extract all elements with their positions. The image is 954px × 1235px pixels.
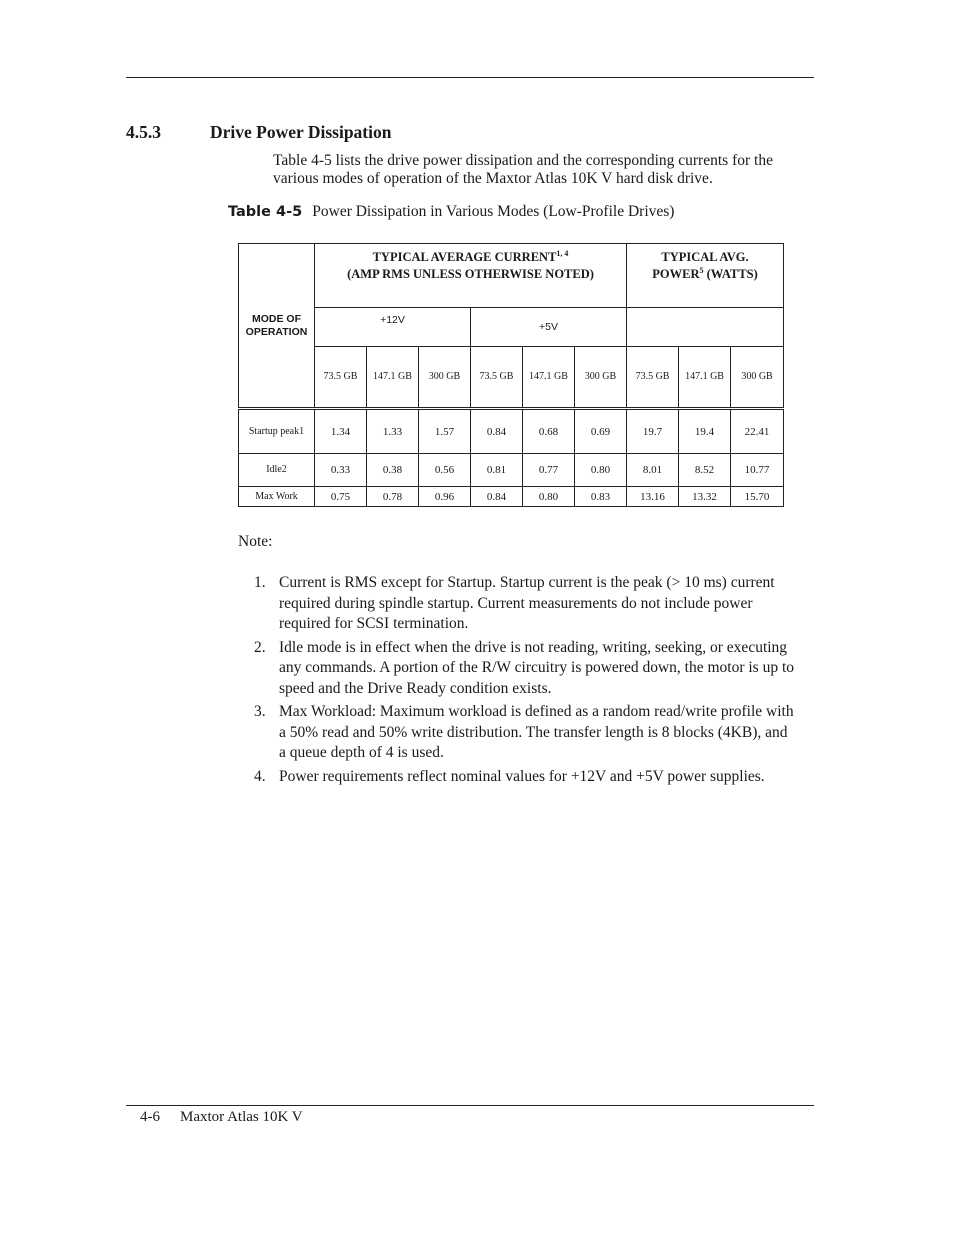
note-number: 1. — [254, 574, 266, 591]
note-number: 4. — [254, 767, 266, 785]
mode-of-operation-header: MODE OF OPERATION — [239, 244, 315, 409]
note-text: Idle mode is in effect when the drive is not reading, writing, seeking, or executing any commands. A portion of the R/W circuitry is powered down, the motor is up to speed and the Drive Ready condition exists. — [279, 638, 795, 697]
voltage-12v-header: +12V — [315, 308, 471, 347]
table-cell: 1.34 — [315, 409, 367, 454]
table-cell: 8.01 — [627, 454, 679, 487]
table-cell: 1.33 — [367, 409, 419, 454]
capacity-header: 147.1 GB — [679, 347, 731, 409]
power-header-footnote: 5 — [699, 265, 704, 275]
section-title: Drive Power Dissipation — [210, 122, 392, 142]
current-header-footnote: 1, 4 — [556, 248, 569, 258]
table-cell: 0.69 — [575, 409, 627, 454]
table-caption — [228, 203, 674, 221]
note-number: 2. — [254, 638, 266, 656]
typical-power-header — [627, 244, 784, 308]
table-caption-text: Power Dissipation in Various Modes (Low-Profile Drives) — [312, 203, 675, 220]
table-cell: 0.68 — [523, 409, 575, 454]
table-cell: 0.80 — [575, 454, 627, 487]
section-heading — [126, 122, 391, 143]
power-header-post: (WATTS) — [703, 267, 758, 281]
page-number: 4-6 — [140, 1109, 160, 1125]
row-label: Max Work — [239, 487, 315, 507]
table-cell: 15.70 — [731, 487, 784, 507]
row-label: Startup peak1 — [239, 409, 315, 454]
table-cell: 19.7 — [627, 409, 679, 454]
table-cell: 0.78 — [367, 487, 419, 507]
table-cell: 13.16 — [627, 487, 679, 507]
capacity-header: 73.5 GB — [315, 347, 367, 409]
table-cell: 0.84 — [471, 409, 523, 454]
table-cell: 0.38 — [367, 454, 419, 487]
table-cell: 0.75 — [315, 487, 367, 507]
page-footer — [140, 1109, 303, 1126]
table-cell: 19.4 — [679, 409, 731, 454]
table-cell: 10.77 — [731, 454, 784, 487]
current-header-line2: (AMP RMS UNLESS OTHERWISE NOTED) — [347, 267, 594, 281]
note-item — [250, 638, 795, 700]
table-cell: 0.77 — [523, 454, 575, 487]
table-cell: 0.33 — [315, 454, 367, 487]
power-header-pre: POWER — [652, 267, 700, 281]
capacity-header: 147.1 GB — [523, 347, 575, 409]
capacity-header: 73.5 GB — [471, 347, 523, 409]
table-cell: 8.52 — [679, 454, 731, 487]
intro-paragraph: Table 4-5 lists the drive power dissipation and the corresponding currents for the various modes of operation of the Maxtor Atlas 10K V hard disk drive. — [273, 152, 773, 187]
power-dissipation-table — [238, 243, 784, 507]
capacity-header: 147.1 GB — [367, 347, 419, 409]
table-cell: 22.41 — [731, 409, 784, 454]
power-voltage-blank — [627, 308, 784, 347]
footer-rule — [126, 1105, 814, 1106]
table-cell: 13.32 — [679, 487, 731, 507]
table-row — [239, 409, 784, 454]
note-text: Power requirements reflect nominal values for +12V and +5V power supplies. — [279, 767, 765, 785]
power-header-line1: TYPICAL AVG. — [661, 250, 749, 264]
table-row — [239, 454, 784, 487]
table-cell: 0.83 — [575, 487, 627, 507]
note-text: Max Workload: Maximum workload is defined as a random read/write profile with a 50% read and 50% write distribution. The transfer length is 8 blocks (4KB), and a queue depth of 4 is used. — [279, 703, 794, 761]
capacity-header: 300 GB — [419, 347, 471, 409]
capacity-header: 300 GB — [575, 347, 627, 409]
note-text: Current is RMS except for Startup. Startup current is the peak (> 10 ms) current required during spindle startup. Current measurements do not include power required for SCSI termination. — [279, 574, 775, 632]
note-label: Note: — [238, 533, 273, 550]
row-label: Idle2 — [239, 454, 315, 487]
table-cell: 0.84 — [471, 487, 523, 507]
table-caption-label: Table 4-5 — [228, 204, 303, 220]
note-item — [250, 573, 795, 635]
table-cell: 0.80 — [523, 487, 575, 507]
note-number: 3. — [254, 703, 266, 720]
capacity-header: 300 GB — [731, 347, 784, 409]
note-item — [250, 767, 795, 788]
voltage-5v-header: +5V — [471, 308, 627, 347]
document-title: Maxtor Atlas 10K V — [180, 1109, 303, 1125]
notes-list — [250, 573, 795, 790]
table-row — [239, 487, 784, 507]
table-cell: 0.81 — [471, 454, 523, 487]
header-rule — [126, 77, 814, 78]
capacity-header: 73.5 GB — [627, 347, 679, 409]
current-header-line1: TYPICAL AVERAGE CURRENT — [372, 250, 557, 264]
table-cell: 1.57 — [419, 409, 471, 454]
note-item — [250, 702, 795, 764]
section-number: 4.5.3 — [126, 122, 161, 142]
table-cell: 0.56 — [419, 454, 471, 487]
typical-current-header — [315, 244, 627, 308]
table-cell: 0.96 — [419, 487, 471, 507]
